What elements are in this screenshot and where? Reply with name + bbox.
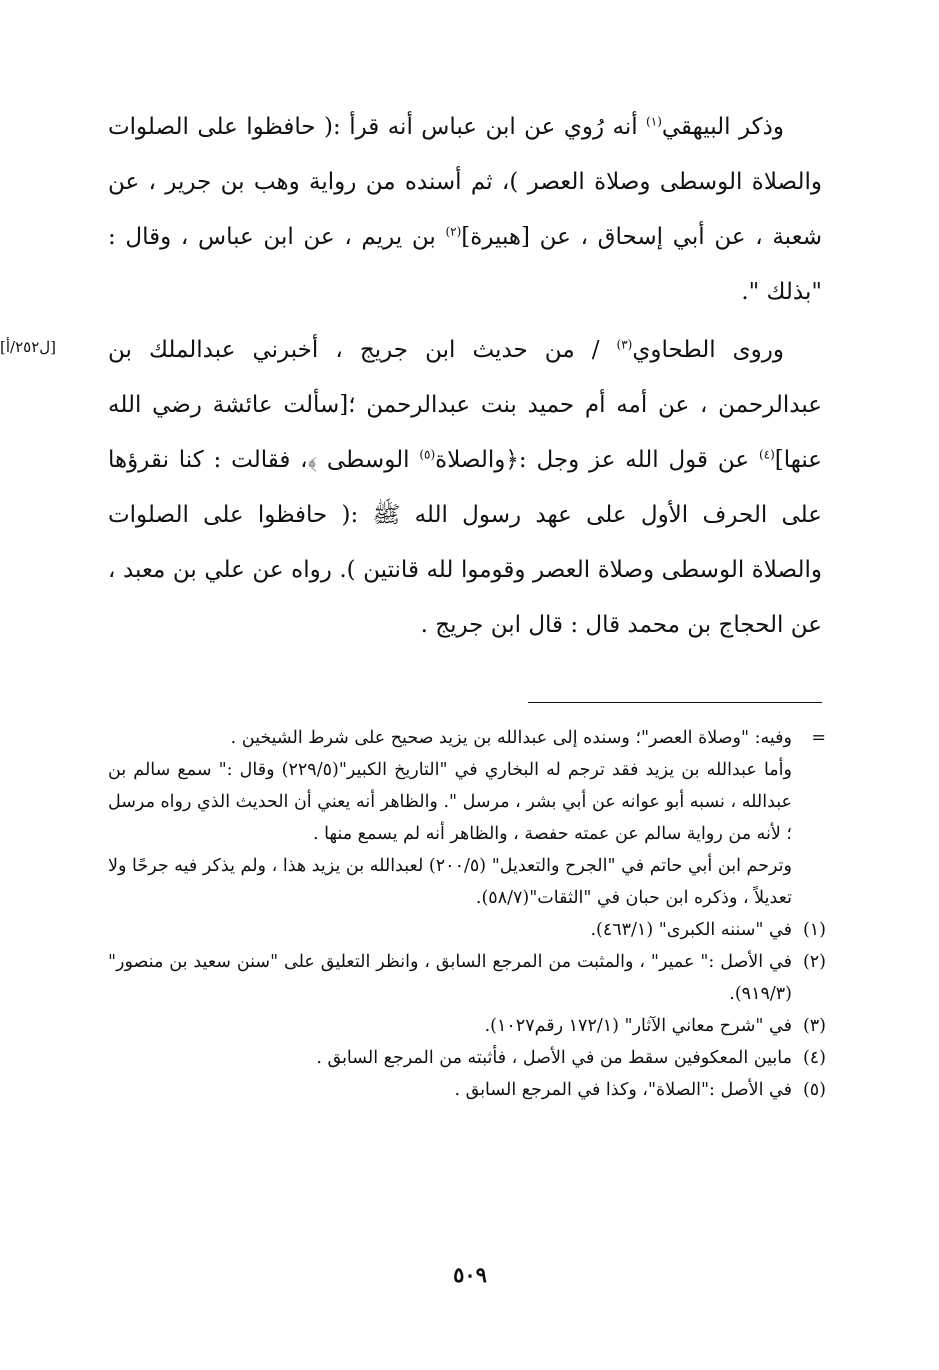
- footnote-text: مابين المعكوفين سقط من في الأصل ، فأثبته من المرجع السابق .: [316, 1048, 792, 1068]
- footnote-text: في "سننه الكبرى" (٤٦٣/١).: [590, 920, 792, 940]
- paragraph-text: عن قول الله عز وجل :﴿والصلاة: [435, 447, 759, 473]
- continuation-line: وأما عبدالله بن يزيد فقد ترجم له البخاري في "التاريخ الكبير"(٢٢٩/٥) وقال :" سمع سالم بن عبدالله ، نسبه أبو عوانه عن أبي بشر ، مرسل ". والظاهر أنه يعني أن الحديث الذي رواه مرسل ؛ لأنه من رواية سالم عن عمته حفصة ، والظاهر أنه لم يسمع منها .: [108, 760, 792, 844]
- paragraph-tahawi: [108, 323, 822, 653]
- footnote-ref-2: (٢): [445, 224, 462, 239]
- footnotes-section: [108, 722, 826, 1106]
- footnote-number: (١): [802, 920, 826, 940]
- paragraph-text: وروى الطحاوي: [632, 337, 784, 363]
- footnote-text: في الأصل :"الصلاة"، وكذا في المرجع السابق .: [454, 1080, 792, 1100]
- paragraph-text: الوسطى ﴾، فقالت : كنا نقرؤها على الحرف الأول على عهد رسول الله ﷺ :( حافظوا على الصلوات والصلاة الوسطى وصلاة العصر وقوموا لله قانتين ). رواه عن علي بن معبد ، عن الحجاج بن محمد قال : قال ابن جريج .: [108, 447, 822, 638]
- footnote-number: (٤): [802, 1048, 826, 1068]
- footnote-ref-1: (١): [646, 114, 662, 129]
- paragraph-bayhaqi: [108, 100, 822, 320]
- footnote-4: [108, 1042, 826, 1074]
- footnote-2: [108, 946, 826, 1010]
- footnote-1: [108, 914, 826, 946]
- manuscript-folio-marker: [ل٢٥٢/أ]: [0, 338, 57, 356]
- footnote-text: في "شرح معاني الآثار" (١٧٢/١ رقم١٠٢٧).: [484, 1016, 792, 1036]
- footnote-separator: [528, 702, 822, 703]
- continuation-text: وفيه: "وصلاة العصر"؛ وسنده إلى عبدالله بن يزيد صحيح على شرط الشيخين .: [230, 728, 792, 748]
- paragraph-text: بن يريم ، عن ابن عباس ، وقال : "بذلك ".: [108, 224, 822, 305]
- continuation-line: [108, 722, 826, 754]
- continuation-mark: =: [811, 728, 826, 748]
- footnote-5: [108, 1074, 826, 1106]
- footnote-ref-5: (٥): [419, 447, 436, 462]
- footnote-number: (٥): [802, 1080, 826, 1100]
- footnote-number: (٣): [802, 1016, 826, 1036]
- main-text: [108, 100, 822, 656]
- footnote-ref-4: (٤): [758, 447, 775, 462]
- footnote-text: في الأصل :" عمير" ، والمثبت من المرجع السابق ، وانظر التعليق على "سنن سعيد بن منصور" (٩١٩/٣).: [108, 952, 792, 1004]
- paragraph-text: / من حديث ابن جريج ، أخبرني عبدالملك بن عبدالرحمن ، عن أمه أم حميد بنت عبدالرحمن ؛[سألت عائشة رضي الله عنها]: [108, 337, 823, 473]
- footnote-number: (٢): [802, 952, 826, 972]
- footnote-ref-3: (٣): [616, 337, 633, 352]
- footnote-3: [108, 1010, 826, 1042]
- page-number: ٥٠٩: [453, 1262, 487, 1287]
- continuation-line: وترحم ابن أبي حاتم في "الجرح والتعديل" (٢٠٠/٥) لعبدالله بن يزيد هذا ، ولم يذكر فيه جرحًا ولا تعديلاً ، وذكره ابن حبان في "الثقات"(٥٨/٧).: [108, 856, 792, 908]
- paragraph-text: أنه رُوي عن ابن عباس أنه قرأ :( حافظوا على الصلوات والصلاة الوسطى وصلاة العصر )، ثم أسنده من رواية وهب بن جرير ، عن شعبة ، عن أبي إسحاق ، عن [هبيرة]: [108, 114, 822, 250]
- paragraph-text: وذكر البيهقي: [661, 114, 784, 140]
- footnote-continuation: [108, 722, 826, 914]
